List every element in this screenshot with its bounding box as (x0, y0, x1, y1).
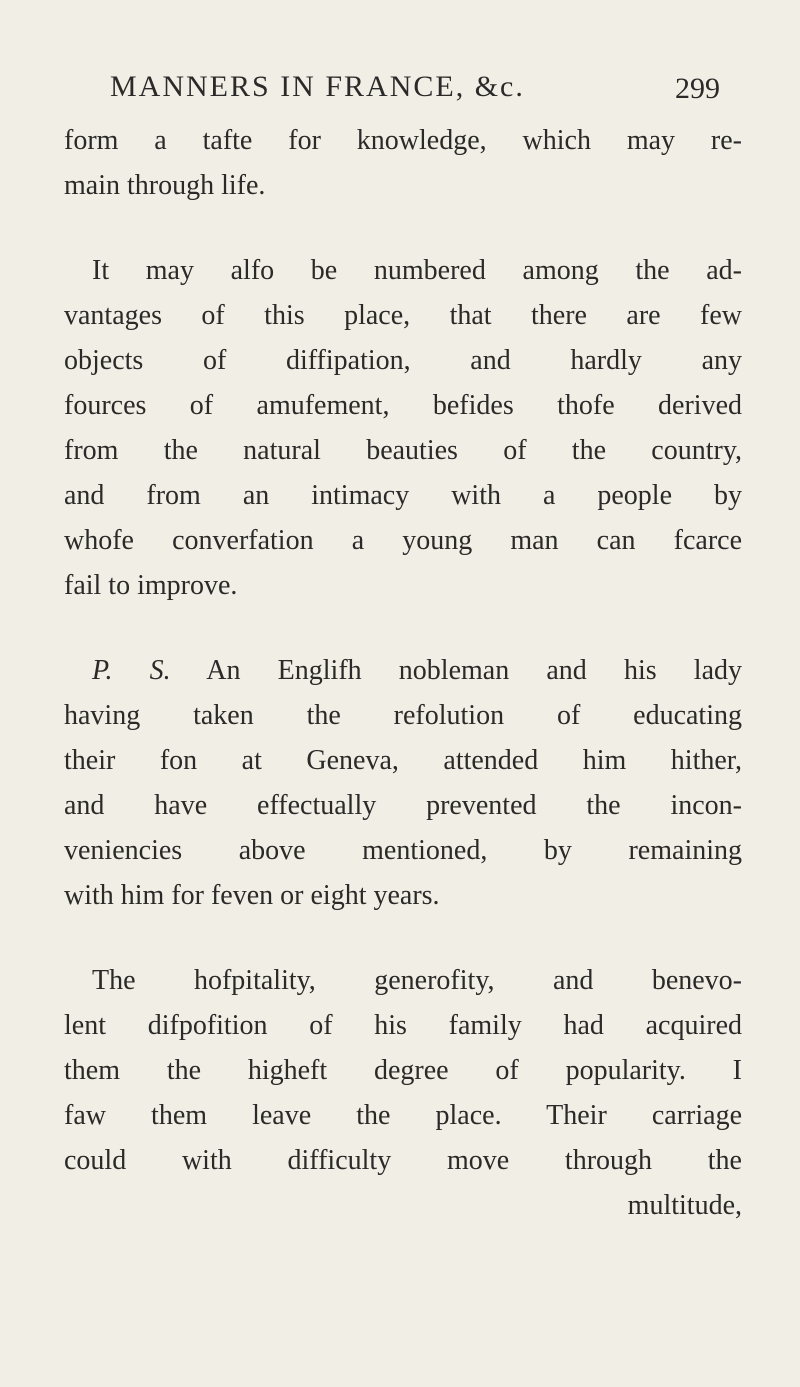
text-line: vantages of this place, that there are few (64, 300, 742, 331)
text-line: lent difpofition of his family had acquired (64, 1010, 742, 1041)
text-line: and have effectually prevented the incon- (64, 790, 742, 821)
text-line: faw them leave the place. Their carriage (64, 1100, 742, 1131)
text-line: from the natural beauties of the country, (64, 435, 742, 466)
text-line: fail to improve. (64, 570, 238, 601)
body-text (64, 118, 742, 1228)
paragraph-postscript (64, 648, 742, 918)
page-number: 299 (675, 72, 720, 105)
text-line: with him for feven or eight years. (64, 880, 440, 911)
text-line: fources of amufement, befides thofe derived (64, 390, 742, 421)
paragraph-gap (64, 918, 742, 958)
text-line: The hofpitality, generofity, and benevo- (92, 965, 742, 996)
paragraph (64, 248, 742, 608)
catchword: multitude, (627, 1190, 742, 1221)
running-head (110, 70, 720, 110)
text-line (64, 648, 742, 693)
paragraph (64, 118, 742, 208)
running-head-title: MANNERS IN FRANCE, &c. (110, 70, 525, 103)
text-line: could with difficulty move through the (64, 1145, 742, 1176)
text-span: An Englifh nobleman and his lady (206, 655, 742, 686)
text-line: them the higheft degree of popularity. I (64, 1055, 742, 1086)
text-line: It may alfo be numbered among the ad- (92, 255, 742, 286)
ps-label: P. S. (92, 655, 171, 686)
text-line: main through life. (64, 170, 266, 201)
text-line: and from an intimacy with a people by (64, 480, 742, 511)
text-line: their fon at Geneva, attended him hither, (64, 745, 742, 776)
paragraph-gap (64, 608, 742, 648)
paragraph-gap (64, 208, 742, 248)
text-line: whofe converfation a young man can fcarce (64, 525, 742, 556)
text-line: objects of diffipation, and hardly any (64, 345, 742, 376)
text-line: form a tafte for knowledge, which may re- (64, 125, 742, 156)
text-line: having taken the refolution of educating (64, 700, 742, 731)
text-line: veniencies above mentioned, by remaining (64, 835, 742, 866)
paragraph (64, 958, 742, 1183)
